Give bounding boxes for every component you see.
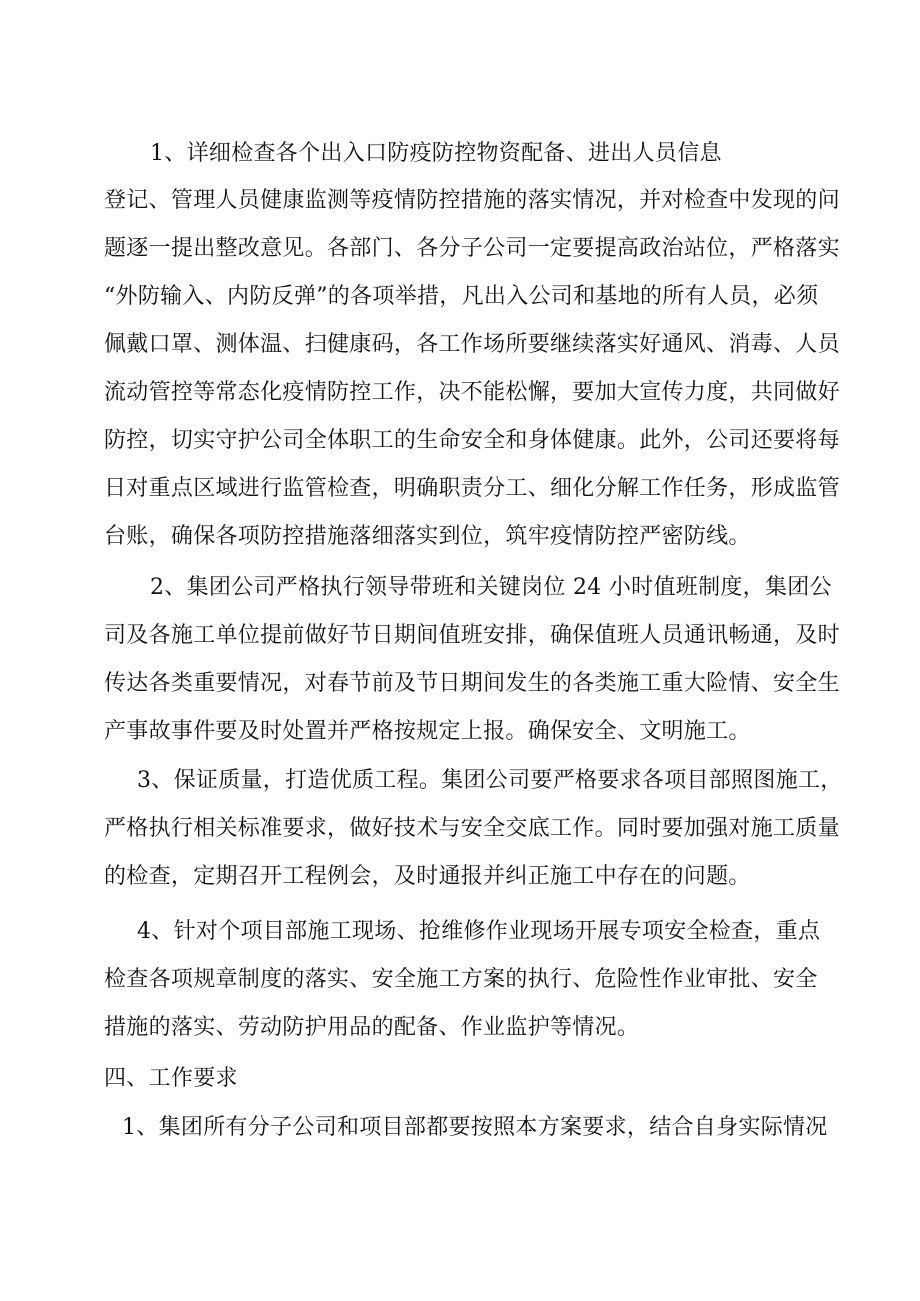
text-line: 措施的落实、劳动防护用品的配备、作业监护等情况。: [104, 1015, 640, 1040]
text-line: 日对重点区域进行监管检查，明确职责分工、细化分解工作任务，形成监管: [104, 476, 840, 501]
text-line: 佩戴口罩、测体温、扫健康码，各工作场所要继续落实好通风、消毒、人员: [104, 332, 840, 357]
text-line: 台账，确保各项防控措施落细落实到位，筑牢疫情防控严密防线。: [104, 524, 751, 549]
text-line: 2、集团公司严格执行领导带班和关键岗位 24 小时值班制度，集团公: [150, 575, 832, 600]
text-line: 1、集团所有分子公司和项目部都要按照本方案要求，结合自身实际情况: [122, 1115, 828, 1140]
text-line: 严格执行相关标准要求，做好技术与安全交底工作。同时要加强对施工质量: [104, 816, 840, 841]
text-line: 登记、管理人员健康监测等疫情防控措施的落实情况，并对检查中发现的问: [104, 188, 840, 213]
text-line: 流动管控等常态化疫情防控工作，决不能松懈，要加大宣传力度，共同做好: [104, 380, 840, 405]
text-line: 司及各施工单位提前做好节日期间值班安排，确保值班人员通讯畅通，及时: [104, 623, 840, 648]
text-line: 传达各类重要情况，对春节前及节日期间发生的各类施工重大险情、安全生: [104, 671, 840, 696]
text-line: 检查各项规章制度的落实、安全施工方案的执行、危险性作业审批、安全: [104, 967, 818, 992]
text-line: “外防输入、内防反弹”的各项举措，凡出入公司和基地的所有人员，必须: [104, 284, 819, 309]
heading-text: 四、工作要求: [104, 1066, 238, 1091]
text-line: 1、详细检查各个出入口防疫防控物资配备、进出人员信息: [150, 141, 722, 166]
text-line: 4、针对个项目部施工现场、抢维修作业现场开展专项安全检查，重点: [137, 919, 821, 944]
text-line: 的检查，定期召开工程例会，及时通报并纠正施工中存在的问题。: [104, 864, 751, 889]
text-line: 防控，切实守护公司全体职工的生命安全和身体健康。此外，公司还要将每: [104, 428, 840, 453]
text-line: 题逐一提出整改意见。各部门、各分子公司一定要提高政治站位，严格落实: [104, 236, 840, 261]
text-line: 3、保证质量，打造优质工程。集团公司要严格要求各项目部照图施工，: [137, 768, 843, 793]
text-line: 产事故事件要及时处置并严格按规定上报。确保安全、文明施工。: [104, 719, 751, 744]
